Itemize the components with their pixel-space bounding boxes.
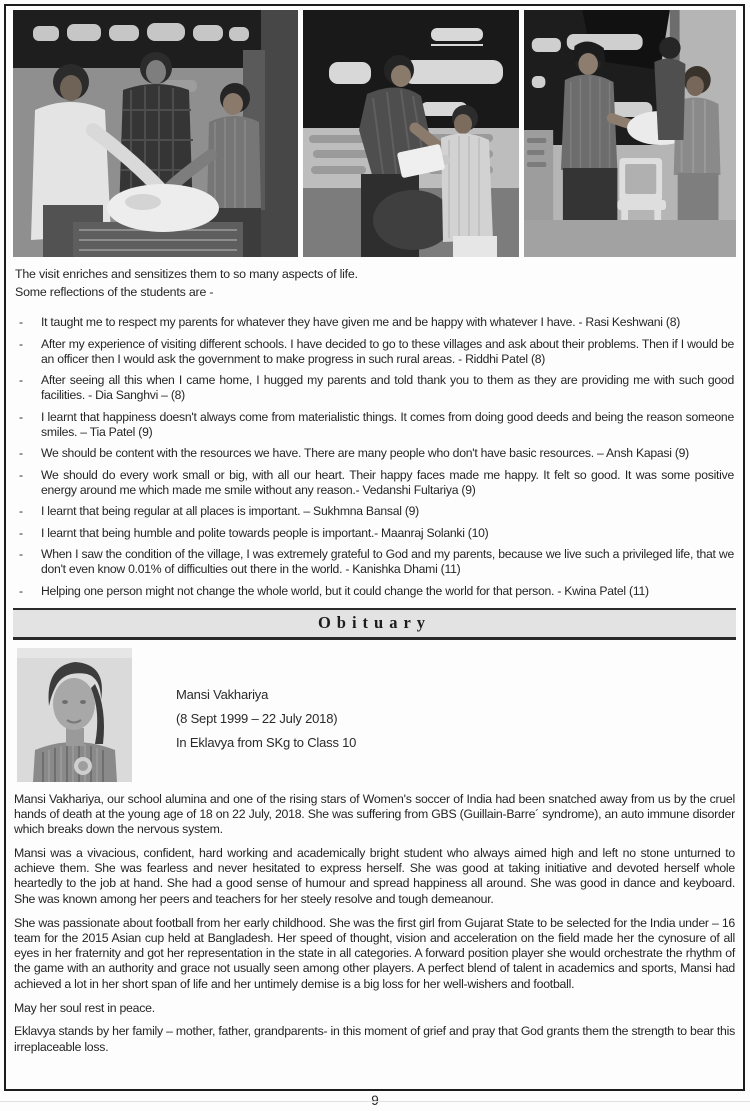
reflection-item (15, 526, 734, 541)
obituary-tenure: In Eklavya from SKg to Class 10 (176, 734, 357, 750)
reflection-item (15, 468, 734, 498)
obituary-paragraph: She was passionate about football from her early childhood. She was the first girl from Gujarat State to be selected for the India under – 16 team for the 2015 Asian cup held at Bangladesh. Her speed of thought, vision and acceleration on the field made her the cynosure of all eyes in her fraternity and got her representation in the state in all categories. A forward position player she would orchestrate the rhythm of the game with an authority and grace not usually seen among other players. A perfect blend of talent in academics and sports, Mansi had achieved a lot in her short span of life and her untimely demise is a big loss for her well-wishers and football. (14, 915, 735, 991)
bullet-dash: - (19, 525, 23, 540)
reflection-item (15, 373, 734, 403)
reflection-item (15, 584, 734, 599)
bullet-dash: - (19, 583, 23, 598)
reflection-text: Helping one person might not change the whole world, but it could change the world for that person. - Kwina Patel (11) (41, 583, 649, 598)
intro-line-2: Some reflections of the students are - (15, 284, 214, 299)
reflections-list (15, 315, 734, 599)
bullet-dash: - (19, 504, 23, 518)
photo-award-ceremony-left (13, 10, 298, 257)
photo-strip (13, 10, 736, 257)
reflection-item (15, 446, 734, 461)
reflection-text: It taught me to respect my parents for whatever they have given me and be happy with whatever I have. - Rasi Keshwani (8) (41, 315, 681, 329)
reflection-text: We should do every work small or big, with all our heart. Their happy faces made me happy. It felt so good. It was some positive energy around me which made me smile without any reason.- Vedanshi Fultariya (9) (41, 467, 734, 497)
scan-edge-line (0, 1101, 750, 1102)
portrait-photo-mansi-art (17, 648, 132, 782)
bullet-dash: - (19, 336, 23, 351)
portrait-photo-mansi (17, 648, 132, 782)
obituary-identity (176, 648, 356, 782)
reflection-item (15, 547, 734, 577)
photo-award-ceremony-right (524, 10, 736, 257)
reflection-item (15, 410, 734, 440)
intro-line-1: The visit enriches and sensitizes them to so many aspects of life. (15, 267, 358, 281)
obituary-section-header (13, 608, 736, 640)
reflection-item (15, 337, 734, 367)
reflection-text: When I saw the condition of the village, I was extremely grateful to God and my parents, because we live such a privileged life, that we don't even know 0.01% of difficulties out there in the world. - Kanishka Dhami (11) (41, 547, 734, 576)
page-border-frame (4, 4, 745, 1091)
reflection-item (15, 504, 734, 519)
obituary-paragraph: Mansi Vakhariya, our school alumina and one of the rising stars of Women's soccer of India had been snatched away from us by the cruel hands of death at the young age of 18 on 22 July, 2018. She was suffering from GBS (Guillain-Barre´ syndrome), an auto immune disorder which breaks down the nervous system. (14, 791, 735, 837)
reflection-text: After seeing all this when I came home, I hugged my parents and told thank you to them as they are providing me with such good facilities. - Dia Sanghvi – (8) (41, 373, 734, 402)
reflection-text: We should be content with the resources we have. There are many people who don't have basic resources. – Ansh Kapasi (9) (41, 446, 689, 460)
obituary-title: Obituary (317, 612, 432, 632)
obituary-paragraph: Mansi was a vivacious, confident, hard working and academically bright student who always aimed high and left no stone unturned to achieve them. She was fearless and never hesitated to express herself. She was good at taking initiative and devoted herself whole heartedly to the job at hand. She had a good sense of humour and spread happiness all around. She was good in dance and keyboard. She was known among her peers and teachers for her steely resolve and tough demeanour. (14, 845, 735, 906)
obituary-header (17, 648, 736, 782)
reflection-text: After my experience of visiting different schools. I have decided to go to these villages and ask about their problems. Then if I would be an officer then I would ask the government to make progress in such rural areas. - Riddhi Patel (8) (41, 336, 734, 366)
bullet-dash: - (19, 547, 23, 561)
photo-award-ceremony-right-art (524, 10, 736, 257)
photo-award-ceremony-middle (303, 10, 519, 257)
photo-award-ceremony-left-art (13, 10, 298, 257)
obituary-name: Mansi Vakhariya (176, 686, 269, 702)
reflection-text: I learnt that being regular at all places is important. – Sukhmna Bansal (9) (41, 504, 419, 518)
bullet-dash: - (19, 315, 23, 329)
obituary-paragraph: May her soul rest in peace. (14, 1000, 155, 1015)
reflection-item (15, 315, 734, 330)
reflection-text: I learnt that being humble and polite towards people is important.- Maanraj Solanki (10) (41, 525, 489, 540)
obituary-paragraph: Eklavya stands by her family – mother, father, grandparents- in this moment of grief and pray that God grants them the strength to bear this irreplaceable loss. (14, 1024, 735, 1054)
bullet-dash: - (19, 446, 23, 460)
bullet-dash: - (19, 409, 23, 424)
bullet-dash: - (19, 467, 23, 482)
reflection-text: I learnt that happiness doesn't always come from materialistic things. It comes from doing good deeds and being the reason someone smiles. – Tia Patel (9) (41, 409, 734, 439)
obituary-dates: (8 Sept 1999 – 22 July 2018) (176, 710, 338, 726)
photo-award-ceremony-middle-art (303, 10, 519, 257)
bullet-dash: - (19, 373, 23, 387)
